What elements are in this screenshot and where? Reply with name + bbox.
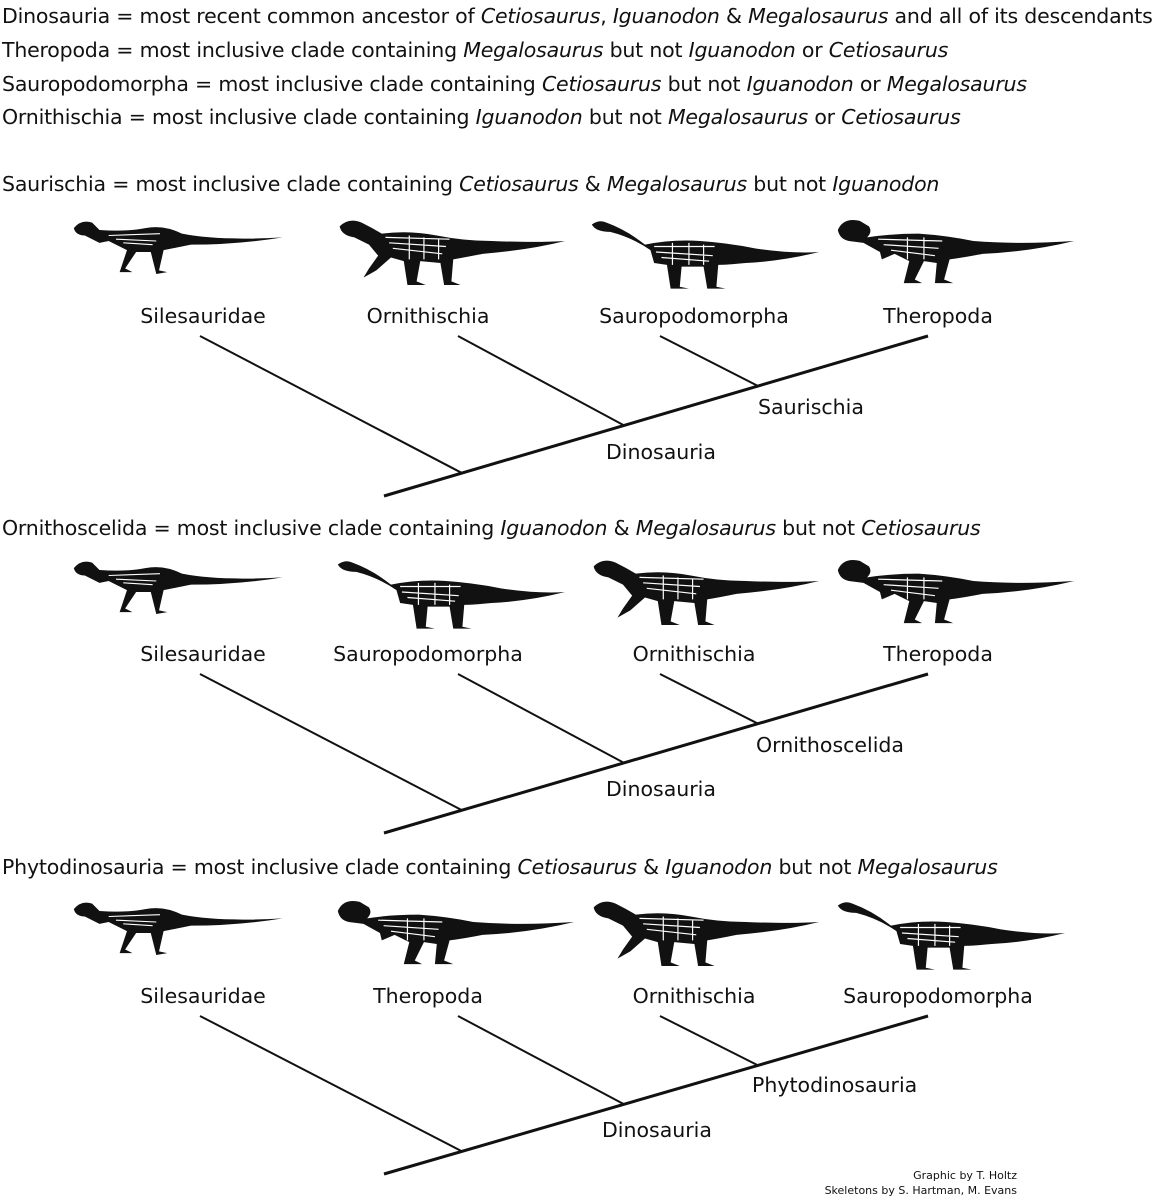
credit-graphic: Graphic by T. Holtz [913,1169,1017,1182]
inner-clade-label: Phytodinosauria [752,1073,918,1097]
taxon-label: Silesauridae [140,304,266,328]
definition-text: Dinosauria = most recent common ancestor of [2,4,481,28]
taxon-name-italic: Megalosaurus [667,105,808,129]
main-trunk-line [384,674,928,833]
taxon-name-italic: Megalosaurus [463,38,604,62]
definition-text: but not [746,172,833,196]
root-clade-label: Dinosauria [602,1118,712,1142]
taxon-name-italic: Megalosaurus [606,172,747,196]
taxon-name-italic: Iguanodon [746,72,854,96]
branch-line-3 [660,336,758,386]
taxon-name-italic: Cetiosaurus [541,72,662,96]
definition-text: Ornithischia = most inclusive clade containing [2,105,476,129]
taxon-label: Sauropodomorpha [843,984,1033,1008]
definition-text: Saurischia = most inclusive clade containing [2,172,460,196]
definition-text: but not [775,516,862,540]
main-trunk-line [384,1016,928,1174]
definition-text: or [795,38,829,62]
taxon-name-italic: Cetiosaurus [861,516,981,540]
branch-line-1 [200,1016,462,1151]
definition-text: Sauropodomorpha = most inclusive clade containing [2,72,542,96]
root-clade-label: Dinosauria [606,777,716,801]
definition-text: and all of its descendants [888,4,1153,28]
definition-text: Theropoda = most inclusive clade containing [2,38,464,62]
taxon-name-italic: Iguanodon [832,172,940,196]
taxon-name-italic: Cetiosaurus [459,172,579,196]
taxon-name-italic: Cetiosaurus [828,38,949,62]
definition-text: but not [603,38,689,62]
definition-text: but not [661,72,747,96]
credit-skeletons: Skeletons by S. Hartman, M. Evans [824,1184,1017,1197]
definition-text: or [853,72,887,96]
taxon-name-italic: Iguanodon [688,38,796,62]
taxon-label: Ornithischia [632,642,756,666]
taxon-name-italic: Cetiosaurus [480,4,601,28]
taxon-label: Ornithischia [366,304,490,328]
definition-text: Phytodinosauria = most inclusive clade containing [2,855,518,879]
inner-clade-label: Saurischia [758,395,864,419]
taxon-name-italic: Iguanodon [500,516,608,540]
taxon-label: Ornithischia [632,984,756,1008]
taxon-name-italic: Megalosaurus [748,4,889,28]
branch-line-1 [200,674,462,810]
taxon-label: Silesauridae [140,642,266,666]
inner-clade-label: Ornithoscelida [756,733,904,757]
definition-text: but not [582,105,668,129]
branch-line-1 [200,336,462,473]
definition-text: Ornithoscelida = most inclusive clade containing [2,516,501,540]
branch-line-2 [458,336,624,425]
definition-text: but not [772,855,858,879]
taxon-label: Theropoda [883,642,993,666]
definition-text: & [719,4,749,28]
taxon-name-italic: Cetiosaurus [517,855,637,879]
taxon-label: Sauropodomorpha [333,642,523,666]
taxon-name-italic: Megalosaurus [886,72,1027,96]
definition-text: & [578,172,607,196]
main-trunk-line [384,336,928,496]
root-clade-label: Dinosauria [606,440,716,464]
taxon-name-italic: Iguanodon [475,105,583,129]
taxon-name-italic: Cetiosaurus [841,105,961,129]
taxon-label: Theropoda [883,304,993,328]
taxon-name-italic: Megalosaurus [857,855,998,879]
taxon-label: Sauropodomorpha [599,304,789,328]
branch-line-2 [458,674,624,763]
branch-line-3 [660,1016,758,1065]
definition-text: & [636,855,666,879]
definition-text: , [600,4,613,28]
definition-text: or [808,105,842,129]
branch-line-3 [660,674,758,724]
taxon-label: Silesauridae [140,984,266,1008]
taxon-name-italic: Megalosaurus [635,516,776,540]
taxon-label: Theropoda [373,984,483,1008]
definition-text: & [607,516,636,540]
taxon-name-italic: Iguanodon [612,4,720,28]
taxon-name-italic: Iguanodon [665,855,773,879]
branch-line-2 [458,1016,624,1104]
